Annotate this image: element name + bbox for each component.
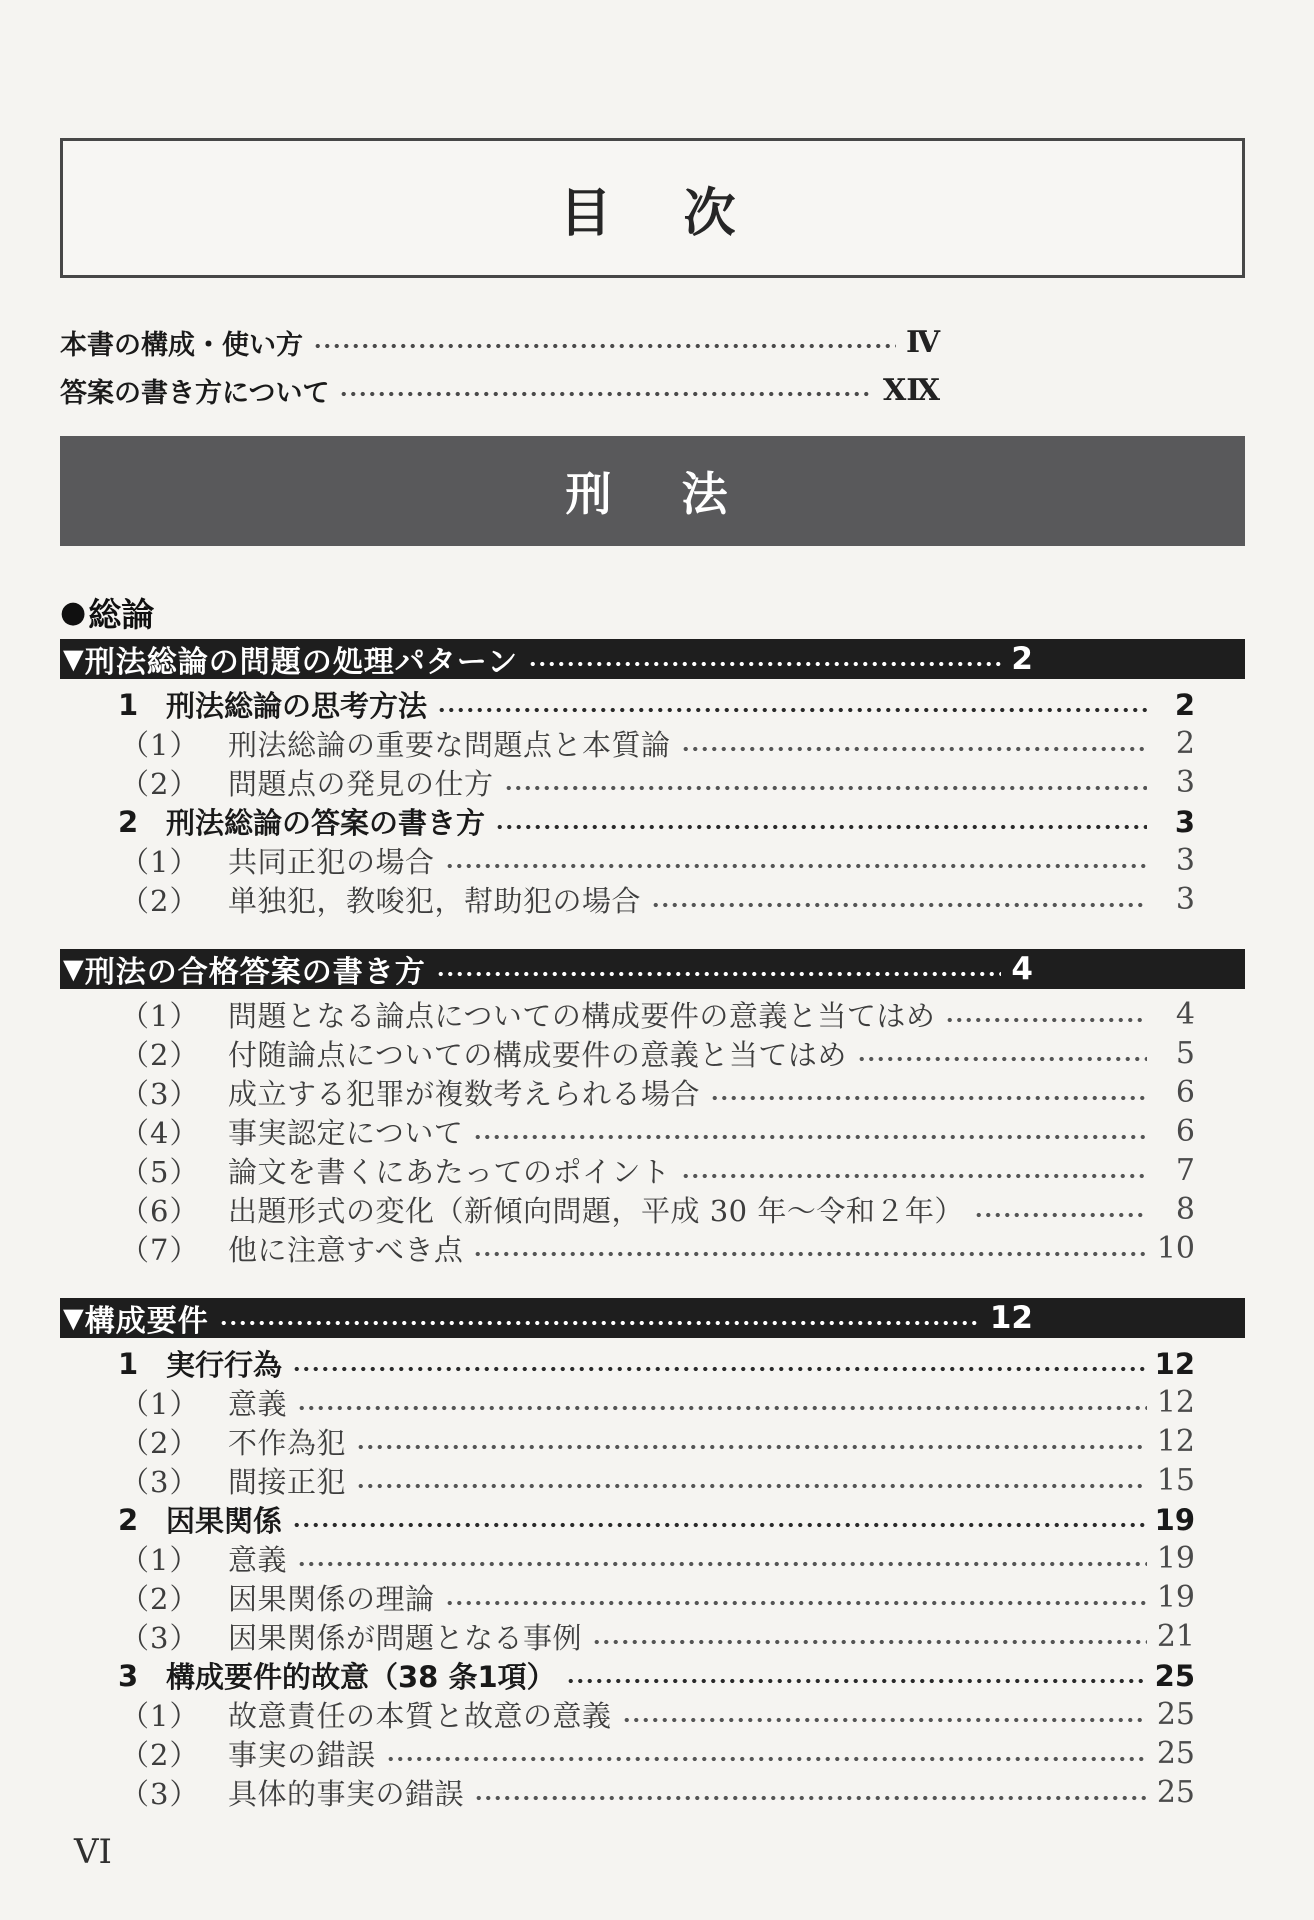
toc-entry	[60, 1344, 1245, 1383]
dot-leader	[436, 971, 1002, 977]
dot-leader	[356, 1444, 1147, 1450]
entry-number: （1）	[120, 1699, 200, 1733]
dot-leader	[219, 1320, 980, 1326]
entry-page: 6	[1175, 1114, 1195, 1149]
entry-page: 6	[1175, 1075, 1195, 1110]
toc-entry	[60, 1695, 1245, 1734]
entry-number: （6）	[120, 1194, 200, 1228]
entry-number: （2）	[120, 1426, 200, 1460]
entry-title: 刑法総論の答案の書き方	[166, 806, 486, 840]
section-bar-title: 構成要件	[84, 1304, 209, 1339]
entry-page: 3	[1175, 843, 1195, 878]
entry-number: （3）	[120, 1077, 200, 1111]
entry-title: 間接正犯	[228, 1465, 347, 1499]
entry-title: 故意責任の本質と故意の意義	[228, 1699, 612, 1733]
dot-leader	[474, 1795, 1147, 1801]
toc-entry	[60, 880, 1245, 919]
entry-number: 1	[118, 687, 139, 722]
dot-leader	[528, 661, 1001, 667]
entry-page: 21	[1156, 1619, 1195, 1654]
section-bar-title: 刑法総論の問題の処理パターン	[84, 645, 519, 680]
entry-page: 12	[1156, 1385, 1195, 1420]
entry-number: 2	[118, 804, 139, 839]
dot-leader	[566, 1678, 1145, 1684]
entry-title: 事実認定について	[228, 1116, 464, 1150]
entry-title: 因果関係の理論	[228, 1582, 435, 1616]
toc-entry	[60, 724, 1245, 763]
dot-leader	[622, 1717, 1147, 1723]
entry-number: （1）	[120, 728, 200, 762]
dot-leader	[504, 785, 1147, 791]
entry-page: 2	[1174, 687, 1195, 722]
entry-page: 12	[1156, 1424, 1195, 1459]
dot-leader	[313, 343, 896, 349]
entry-page: 10	[1156, 1231, 1195, 1266]
section-bar-title: 刑法の合格答案の書き方	[84, 955, 426, 990]
toc-entry	[60, 1617, 1245, 1656]
entry-title: 因果関係が問題となる事例	[228, 1621, 583, 1655]
part-banner	[60, 436, 1245, 546]
toc-entry	[60, 1112, 1245, 1151]
entry-title: 付随論点についての構成要件の意義と当てはめ	[228, 1038, 847, 1072]
front-matter-row	[60, 366, 940, 414]
toc-entry	[60, 1190, 1245, 1229]
dot-leader	[592, 1639, 1147, 1645]
dot-leader	[339, 391, 872, 397]
dot-leader	[445, 863, 1147, 869]
dot-leader	[681, 1173, 1147, 1179]
entry-page: 25	[1156, 1775, 1195, 1810]
dot-leader	[857, 1056, 1147, 1062]
entry-number: （3）	[120, 1777, 200, 1811]
entry-page: 25	[1156, 1697, 1195, 1732]
entry-page: 4	[1175, 997, 1195, 1032]
toc-section	[60, 949, 1245, 1268]
section-bar	[60, 949, 1245, 989]
toc-entry	[60, 685, 1245, 724]
entry-title: 単独犯，教唆犯，幇助犯の場合	[228, 884, 642, 918]
toc-entry	[60, 1500, 1245, 1539]
entry-number: （7）	[120, 1233, 200, 1267]
entry-title: 事実の錯誤	[228, 1738, 376, 1772]
section-bar-page: 2	[1011, 641, 1033, 677]
entry-number: （1）	[120, 1543, 200, 1577]
entry-number: （2）	[120, 1038, 200, 1072]
toc-entry	[60, 1383, 1245, 1422]
entry-title: 構成要件的故意（38 条1項）	[166, 1660, 556, 1694]
group-heading-label: 総論	[88, 594, 155, 634]
entry-title: 意義	[228, 1543, 288, 1577]
entry-page: 19	[1156, 1580, 1195, 1615]
dot-leader	[710, 1095, 1147, 1101]
entry-number: 2	[118, 1502, 139, 1537]
entry-title: 論文を書くにあたってのポイント	[228, 1155, 671, 1189]
entry-title: 問題点の発見の仕方	[228, 767, 494, 801]
entry-page: 19	[1154, 1502, 1195, 1537]
entry-page: 15	[1156, 1463, 1195, 1498]
dot-leader	[445, 1600, 1147, 1606]
bar-tail-spacer	[1033, 639, 1245, 679]
entry-title: 実行行為	[166, 1348, 283, 1382]
entry-title: 共同正犯の場合	[228, 845, 435, 879]
entry-page: 8	[1175, 1192, 1195, 1227]
entry-number: （1）	[120, 845, 200, 879]
entry-title: 問題となる論点についての構成要件の意義と当てはめ	[228, 999, 936, 1033]
toc-entry	[60, 763, 1245, 802]
section-bar	[60, 1298, 1245, 1338]
triangle-marker-icon: ▼	[63, 643, 84, 675]
entry-number: （1）	[120, 1387, 200, 1421]
entry-title: 刑法総論の重要な問題点と本質論	[228, 728, 671, 762]
toc-title-box	[60, 138, 1245, 278]
front-item-page: ⅩⅨ	[882, 372, 940, 408]
entry-number: （3）	[120, 1465, 200, 1499]
entry-page: 7	[1175, 1153, 1195, 1188]
toc-title: 目 次	[559, 183, 746, 244]
toc-sections	[60, 639, 1245, 1812]
dot-leader	[292, 1522, 1145, 1528]
dot-leader	[473, 1251, 1146, 1257]
toc-section	[60, 1298, 1245, 1812]
entry-title: 具体的事実の錯誤	[228, 1777, 465, 1811]
toc-entry	[60, 1539, 1245, 1578]
entry-number: （2）	[120, 884, 200, 918]
entry-number: （3）	[120, 1621, 200, 1655]
section-rows	[60, 685, 1245, 919]
triangle-marker-icon: ▼	[63, 953, 84, 985]
entry-title: 不作為犯	[228, 1426, 347, 1460]
page-number-footer: VI	[74, 1832, 112, 1872]
dot-leader	[945, 1017, 1147, 1023]
entry-number: （2）	[120, 767, 200, 801]
dot-leader	[292, 1366, 1145, 1372]
toc-entry	[60, 1734, 1245, 1773]
entry-number: 1	[118, 1346, 139, 1381]
front-item-page: Ⅳ	[905, 324, 940, 360]
section-bar-page: 4	[1011, 951, 1033, 987]
entry-title: 他に注意すべき点	[228, 1233, 464, 1267]
section-bar-page: 12	[989, 1300, 1033, 1336]
section-rows	[60, 995, 1245, 1268]
front-matter	[60, 318, 940, 414]
toc-entry	[60, 1073, 1245, 1112]
entry-page: 12	[1154, 1346, 1195, 1381]
section-bar	[60, 639, 1245, 679]
page-content	[60, 0, 1245, 1872]
entry-title: 成立する犯罪が複数考えられる場合	[228, 1077, 701, 1111]
toc-entry	[60, 1461, 1245, 1500]
entry-page: 5	[1175, 1036, 1195, 1071]
toc-section	[60, 639, 1245, 919]
triangle-marker-icon: ▼	[63, 1302, 84, 1334]
toc-entry	[60, 1773, 1245, 1812]
toc-entry	[60, 1578, 1245, 1617]
entry-page: 25	[1156, 1736, 1195, 1771]
entry-number: （5）	[120, 1155, 200, 1189]
entry-number: （4）	[120, 1116, 200, 1150]
part-banner-title: 刑 法	[565, 467, 740, 521]
dot-leader	[495, 824, 1147, 830]
dot-leader	[356, 1483, 1147, 1489]
toc-entry	[60, 1229, 1245, 1268]
bullet-icon: ●	[60, 594, 87, 630]
dot-leader	[651, 902, 1147, 908]
entry-title: 出題形式の変化（新傾向問題，平成 30 年～令和２年）	[228, 1194, 964, 1228]
entry-page: 3	[1175, 765, 1195, 800]
dot-leader	[297, 1561, 1147, 1567]
toc-entry	[60, 841, 1245, 880]
toc-entry	[60, 1656, 1245, 1695]
toc-entry	[60, 995, 1245, 1034]
entry-page: 19	[1156, 1541, 1195, 1576]
entry-number: （1）	[120, 999, 200, 1033]
bar-tail-spacer	[1033, 949, 1245, 989]
entry-number: （2）	[120, 1582, 200, 1616]
entry-title: 刑法総論の思考方法	[166, 689, 428, 723]
entry-page: 3	[1175, 882, 1195, 917]
entry-page: 3	[1174, 804, 1195, 839]
toc-entry	[60, 1034, 1245, 1073]
dot-leader	[974, 1212, 1147, 1218]
dot-leader	[681, 746, 1147, 752]
entry-title: 因果関係	[166, 1504, 283, 1538]
front-item-label: 答案の書き方について	[60, 377, 330, 409]
dot-leader	[473, 1134, 1147, 1140]
section-rows	[60, 1344, 1245, 1812]
entry-number: 3	[118, 1658, 139, 1693]
dot-leader	[386, 1756, 1147, 1762]
front-matter-row	[60, 318, 940, 366]
entry-number: （2）	[120, 1738, 200, 1772]
group-heading	[60, 592, 1245, 632]
front-item-label: 本書の構成・使い方	[60, 329, 303, 361]
entry-page: 2	[1175, 726, 1195, 761]
entry-title: 意義	[228, 1387, 288, 1421]
toc-entry	[60, 1151, 1245, 1190]
dot-leader	[297, 1405, 1147, 1411]
bar-tail-spacer	[1033, 1298, 1245, 1338]
dot-leader	[437, 707, 1147, 713]
entry-page: 25	[1154, 1658, 1195, 1693]
toc-entry	[60, 802, 1245, 841]
toc-entry	[60, 1422, 1245, 1461]
